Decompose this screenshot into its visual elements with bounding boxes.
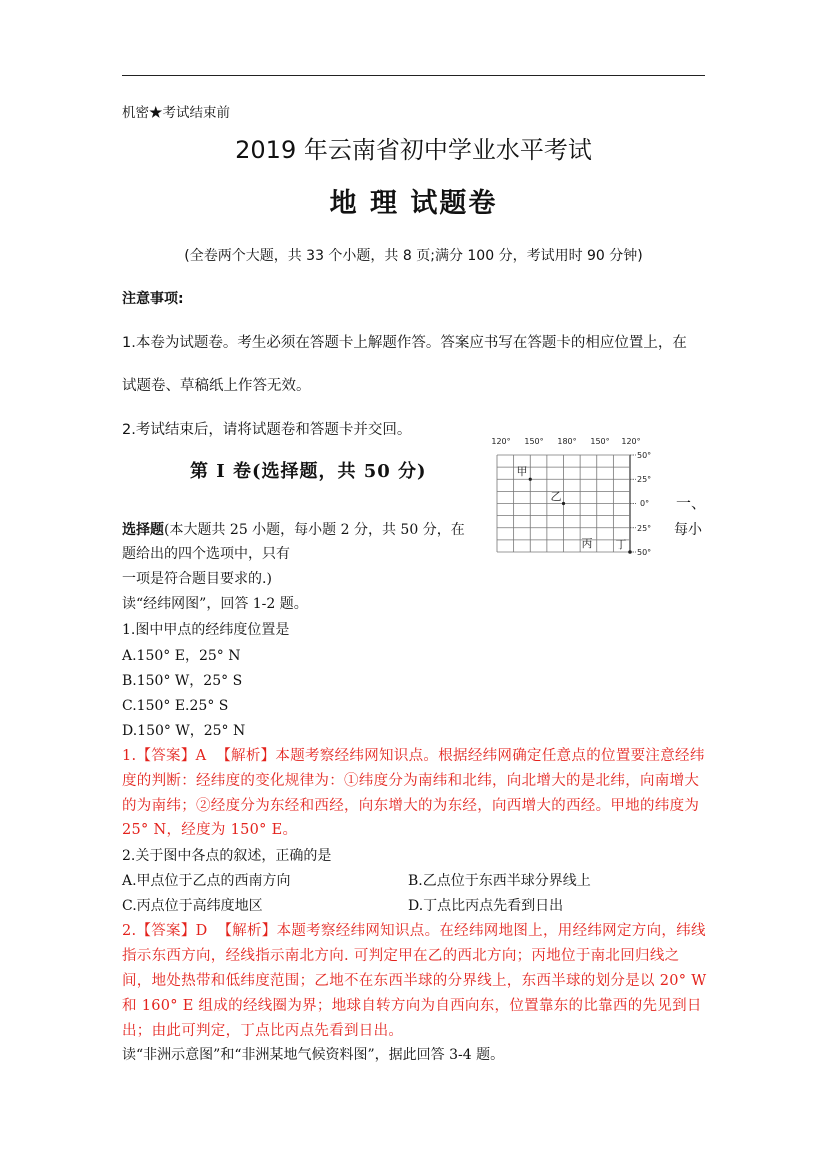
answer-1-line: 1.【答案】A 【解析】本题考察经纬网知识点。根据经纬网确定任意点的位置要注意经纬 bbox=[122, 748, 705, 764]
longitude-label: 150° bbox=[524, 437, 544, 446]
question-1-option-d: D.150° W，25° N bbox=[122, 723, 246, 739]
notice-line: 1.本卷为试题卷。考生必须在答题卡上解题作答。答案应书写在答题卡的相应位置上，在 bbox=[122, 335, 687, 351]
question-1-option-b: B.150° W，25° S bbox=[122, 673, 243, 689]
answer-2-line: 间，地处热带和低纬度范围；乙地不在东西半球的分界线上，东西半球的划分是以 20° W bbox=[122, 973, 707, 989]
question-1-option-a: A.150° E，25° N bbox=[122, 648, 241, 664]
answer-2-line: 指示东西方向，经线指示南北方向. 可判定甲在乙的西北方向；丙地位于南北回归线之 bbox=[122, 948, 680, 964]
section-label: 选择题 bbox=[122, 522, 164, 538]
section-intro-tail: 每小 bbox=[674, 522, 702, 538]
question-1-option-c: C.150° E.25° S bbox=[122, 698, 229, 714]
section-intro-line: 题给出的四个选项中，只有 bbox=[122, 546, 290, 562]
longitude-label: 120° bbox=[491, 437, 511, 446]
answer-2-line: 出；由此可判定，丁点比丙点先看到日出。 bbox=[122, 1023, 404, 1039]
point-yi-label: 乙 bbox=[550, 490, 562, 503]
latitude-label: 50° bbox=[637, 548, 652, 557]
notice-line: 试题卷、草稿纸上作答无效。 bbox=[122, 378, 311, 394]
graticule-figure bbox=[490, 432, 660, 567]
point-ding-marker bbox=[628, 550, 632, 554]
longitude-label: 120° bbox=[621, 437, 641, 446]
answer-1-line: 25° N，经度为 150° E。 bbox=[122, 822, 298, 838]
question-2-stem: 2.关于图中各点的叙述，正确的是 bbox=[122, 848, 332, 864]
answer-1-line: 的为南纬；②经度分为东经和西经，向东增大的为东经，向西增大的西经。甲地的纬度为 bbox=[122, 798, 700, 814]
exam-title: 2019 年云南省初中学业水平考试 bbox=[235, 136, 592, 164]
answer-1-line: 度的判断：经纬度的变化规律为：①纬度分为南纬和北纬，向北增大的是北纬，向南增大 bbox=[122, 773, 700, 789]
latitude-label: 25° bbox=[637, 524, 652, 533]
answer-2-line: 和 160° E 组成的经线圈为界；地球自转方向为自西向东，位置靠东的比靠西的先见到日 bbox=[122, 998, 702, 1014]
answer-2-line: 2.【答案】D 【解析】本题考察经纬网知识点。在经纬网地图上，用经纬网定方向，纬线 bbox=[122, 923, 706, 939]
part-title: 第 I 卷(选择题，共 50 分) bbox=[190, 461, 427, 482]
section-intro-text: (本大题共 25 小题，每小题 2 分，共 50 分，在 bbox=[164, 522, 465, 538]
longitude-label: 180° bbox=[557, 437, 577, 446]
question-1-stem: 1.图中甲点的经纬度位置是 bbox=[122, 622, 290, 638]
subject-title: 地 理 试题卷 bbox=[329, 188, 498, 219]
point-jia-marker bbox=[529, 478, 532, 481]
latitude-ticks bbox=[630, 455, 636, 552]
latitude-label: 25° bbox=[637, 475, 652, 484]
latitude-label: 50° bbox=[637, 451, 652, 460]
reading-prompt: 读“非洲示意图”和“非洲某地气候资料图”，据此回答 3-4 题。 bbox=[122, 1047, 505, 1063]
point-ding-label: 丁 bbox=[615, 538, 627, 551]
notice-heading: 注意事项: bbox=[122, 291, 184, 307]
longitude-label: 150° bbox=[590, 437, 610, 446]
section-intro-line: 一项是符合题目要求的.) bbox=[122, 571, 272, 587]
question-2-option-c: C.丙点位于高纬度地区 bbox=[122, 898, 263, 914]
header-rule bbox=[122, 75, 705, 76]
point-bing-label: 丙 bbox=[581, 537, 593, 550]
section-number: 一、 bbox=[676, 494, 707, 512]
exam-info: (全卷两个大题，共 33 个小题，共 8 页;满分 100 分，考试用时 90 分钟) bbox=[184, 248, 643, 264]
section-intro-line bbox=[122, 520, 465, 540]
reading-prompt: 读“经纬网图”，回答 1-2 题。 bbox=[122, 596, 308, 612]
notice-line: 2.考试结束后，请将试题卷和答题卡并交回。 bbox=[122, 422, 412, 438]
classification-label: 机密★考试结束前 bbox=[122, 105, 230, 121]
question-2-option-a: A.甲点位于乙点的西南方向 bbox=[122, 873, 291, 889]
point-jia-label: 甲 bbox=[516, 465, 528, 478]
point-yi-marker bbox=[562, 502, 565, 505]
question-2-option-b: B.乙点位于东西半球分界线上 bbox=[408, 873, 591, 889]
question-2-option-d: D.丁点比丙点先看到日出 bbox=[408, 898, 564, 914]
latitude-label: 0° bbox=[640, 499, 650, 508]
